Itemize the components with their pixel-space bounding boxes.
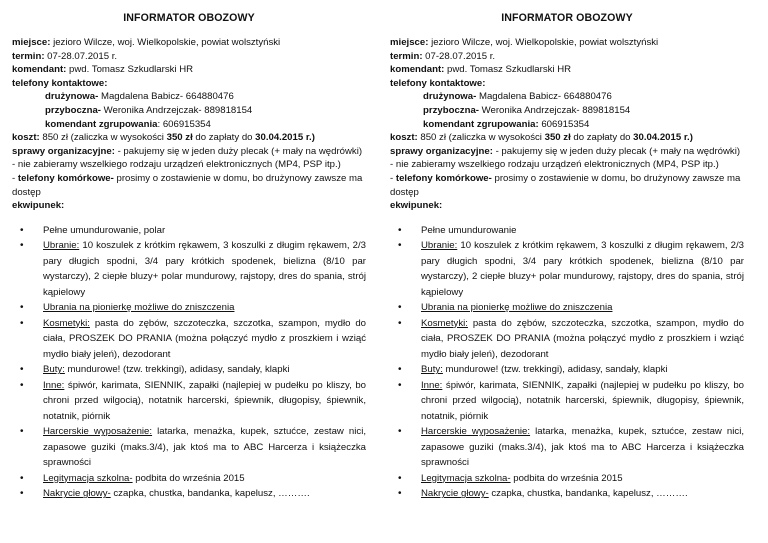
termin-line: termin: 07-28.07.2015 r. <box>12 50 118 62</box>
list-item: • Pełne umundurowanie, polar <box>12 223 366 239</box>
page-title: INFORMATOR OBOZOWY <box>123 12 255 24</box>
sprawy-line: sprawy organizacyjne: - pakujemy się w jeden duży plecak (+ mały na wędrówki) <box>12 145 363 157</box>
list-item: • Legitymacja szkolna- podbita do września 2015 <box>390 471 744 487</box>
telefony-heading: telefony kontaktowe: <box>12 77 108 89</box>
komendant-zgrupowania-line: komendant zgrupowania: 606915354 <box>45 118 211 130</box>
przyboczna-line: przyboczna- Weronika Andrzejczak- 889818154 <box>423 104 631 116</box>
sprawy-line-2: - nie zabieramy wszelkiego rodzaju urządzeń elektronicznych (MP4, PSP itp.) <box>12 159 341 171</box>
equipment-list <box>390 223 744 502</box>
koszt-line: koszt: 850 zł (zaliczka w wysokości 350 zł do zapłaty do 30.04.2015 r.) <box>390 132 693 144</box>
druzynowa-line: drużynowa- Magdalena Babicz- 664880476 <box>45 91 234 103</box>
list-item: • Ubranie: 10 koszulek z krótkim rękawem, 3 koszulki z długim rękawem, 2/3 pary długich spodni, 3/4 pary krótkich spodenek, bielizna (8/10 par wystarczy), 2 ciepłe bluzy+ polar mundurowy, rajstopy, dres do spania, strój kąpielowy <box>12 238 366 300</box>
przyboczna-line: przyboczna- Weronika Andrzejczak- 889818154 <box>45 104 253 116</box>
sprawy-line-2: - nie zabieramy wszelkiego rodzaju urządzeń elektronicznych (MP4, PSP itp.) <box>390 159 719 171</box>
equipment-list <box>12 223 366 502</box>
telefony-komorkowe-line: - telefony komórkowe- prosimy o zostawienie w domu, bo drużynowy zawsze ma dostęp <box>12 172 363 198</box>
termin-line: termin: 07-28.07.2015 r. <box>390 50 496 62</box>
list-item: • Ubranie: 10 koszulek z krótkim rękawem, 3 koszulki z długim rękawem, 2/3 pary długich spodni, 3/4 pary krótkich spodenek, bielizna (8/10 par wystarczy), 2 ciepłe bluzy+ polar mundurowy, rajstopy, dres do spania, strój kąpielowy <box>390 238 744 300</box>
sprawy-line: sprawy organizacyjne: - pakujemy się w jeden duży plecak (+ mały na wędrówki) <box>390 145 741 157</box>
komendant-zgrupowania-line: komendant zgrupowania: 606915354 <box>423 118 590 130</box>
list-item: • Harcerskie wyposażenie: latarka, menażka, kupek, sztućce, zestaw nici, zapasowe guziki (maks.3/4), jak ktoś ma to ABC Harcerza i książeczka sprawności <box>12 424 366 471</box>
right-column <box>390 12 744 502</box>
list-item: • Kosmetyki: pasta do zębów, szczoteczka, szczotka, szampon, mydło do ciała, PROSZEK DO PRANIA (można połączyć mydło z proszkiem i wziąć mydło biały jeleń), dezodorant <box>12 316 366 363</box>
komendant-line: komendant: pwd. Tomasz Szkudlarski HR <box>12 64 194 76</box>
list-item: • Nakrycie głowy- czapka, chustka, bandanka, kapelusz, ………. <box>12 486 366 502</box>
list-item: • Inne: śpiwór, karimata, SIENNIK, zapałki (najlepiej w pudełku po kliszy, bo chroni przed wilgocią), notatnik harcerski, śpiewnik, długopisy, śpiewnik, notatnik, piórnik <box>12 378 366 425</box>
miejsce-line: miejsce: jezioro Wilcze, woj. Wielkopolskie, powiat wolsztyński <box>390 37 659 48</box>
list-item: • Kosmetyki: pasta do zębów, szczoteczka, szczotka, szampon, mydło do ciała, PROSZEK DO PRANIA (można połączyć mydło z proszkiem i wziąć mydło biały jeleń), dezodorant <box>390 316 744 363</box>
list-item: • Ubrania na pionierkę możliwe do zniszczenia <box>12 300 366 316</box>
telefony-heading: telefony kontaktowe: <box>390 77 486 89</box>
list-item: • Buty: mundurowe! (tzw. trekkingi), adidasy, sandały, klapki <box>390 362 744 378</box>
telefony-komorkowe-line: - telefony komórkowe- prosimy o zostawienie w domu, bo drużynowy zawsze ma dostęp <box>390 172 741 198</box>
list-item: • Harcerskie wyposażenie: latarka, menażka, kupek, sztućce, zestaw nici, zapasowe guziki (maks.3/4), jak ktoś ma to ABC Harcerza i książeczka sprawności <box>390 424 744 471</box>
ekwipunek-heading: ekwipunek: <box>12 200 65 212</box>
list-item: • Nakrycie głowy- czapka, chustka, bandanka, kapelusz, ………. <box>390 486 744 502</box>
list-item: • Inne: śpiwór, karimata, SIENNIK, zapałki (najlepiej w pudełku po kliszy, bo chroni przed wilgocią), notatnik harcerski, śpiewnik, długopisy, śpiewnik, notatnik, piórnik <box>390 378 744 425</box>
left-column <box>12 12 366 502</box>
koszt-line: koszt: 850 zł (zaliczka w wysokości 350 zł do zapłaty do 30.04.2015 r.) <box>12 132 315 144</box>
list-item: • Ubrania na pionierkę możliwe do zniszczenia <box>390 300 744 316</box>
miejsce-line: miejsce: jezioro Wilcze, woj. Wielkopolskie, powiat wolsztyński <box>12 37 281 48</box>
list-item: • Legitymacja szkolna- podbita do września 2015 <box>12 471 366 487</box>
druzynowa-line: drużynowa- Magdalena Babicz- 664880476 <box>423 91 612 103</box>
list-item: • Pełne umundurowanie <box>390 223 744 239</box>
komendant-line: komendant: pwd. Tomasz Szkudlarski HR <box>390 64 572 76</box>
list-item: • Buty: mundurowe! (tzw. trekkingi), adidasy, sandały, klapki <box>12 362 366 378</box>
page-title: INFORMATOR OBOZOWY <box>501 12 633 24</box>
ekwipunek-heading: ekwipunek: <box>390 200 443 212</box>
